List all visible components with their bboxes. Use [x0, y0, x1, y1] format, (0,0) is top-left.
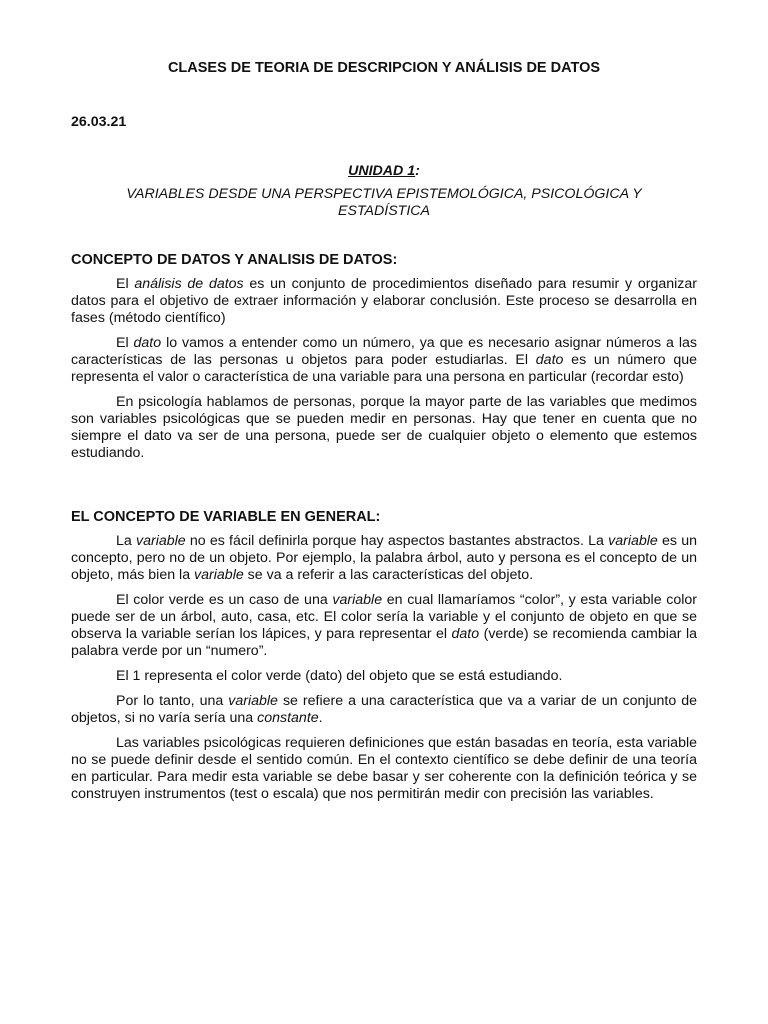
section-datos [71, 252, 697, 470]
section-variable [71, 509, 697, 811]
document-date: 26.03.21 [71, 114, 127, 130]
section-heading: EL CONCEPTO DE VARIABLE EN GENERAL: [71, 509, 381, 525]
section-heading: CONCEPTO DE DATOS Y ANALISIS DE DATOS: [71, 252, 398, 268]
unit-subtitle: VARIABLES DESDE UNA PERSPECTIVA EPISTEMOLÓGICA, PSICOLÓGICA Y ESTADÍSTICA [126, 186, 642, 219]
paragraph: El análisis de datos es un conjunto de procedimientos diseñado para resumir y organizar datos para el objetivo de extraer información y elaborar conclusión. Este proceso se desarrolla en fases (método científico) [71, 276, 697, 326]
paragraph: La variable no es fácil definirla porque hay aspectos bastantes abstractos. La variable es un concepto, pero no de un objeto. Por ejemplo, la palabra árbol, auto y persona es el concepto de un objeto, más bien la variable se va a referir a las características del objeto. [71, 533, 697, 583]
unit-heading [71, 163, 697, 180]
paragraph: Por lo tanto, una variable se refiere a una característica que va a variar de un conjunto de objetos, si no varía sería una constante. [71, 693, 697, 726]
unit-colon: : [415, 163, 420, 179]
paragraph: El color verde es un caso de una variable en cual llamaríamos “color”, y esta variable color puede ser de un árbol, auto, casa, etc. El color sería la variable y el conjunto de objeto en que se observa la variable serían los lápices, y para representar el dato (verde) se recomienda cambiar la palabra verde por un “numero”. [71, 592, 698, 659]
paragraph: Las variables psicológicas requieren definiciones que están basadas en teoría, esta variable no se puede definir desde el sentido común. En el contexto científico se debe definir de una teoría en particular. Para medir esta variable se debe basar y ser coherente con la definición teórica y se construyen instrumentos (test o escala) que nos permitirán medir con precisión las variables. [71, 735, 697, 802]
unit-label: UNIDAD 1 [348, 163, 416, 179]
paragraph: El 1 representa el color verde (dato) del objeto que se está estudiando. [116, 668, 563, 684]
paragraph: En psicología hablamos de personas, porque la mayor parte de las variables que medimos son variables psicológicas que se pueden medir en personas. Hay que tener en cuenta que no siempre el dato va ser de una persona, puede ser de cualquier objeto o elemento que estemos estudiando. [71, 394, 697, 461]
document-title: CLASES DE TEORIA DE DESCRIPCION Y ANÁLISIS DE DATOS [167, 60, 601, 76]
paragraph: El dato lo vamos a entender como un número, ya que es necesario asignar números a las características de las personas u objetos para poder estudiarlas. El dato es un número que representa el valor o característica de una variable para una persona en particular (recordar esto) [71, 335, 697, 385]
